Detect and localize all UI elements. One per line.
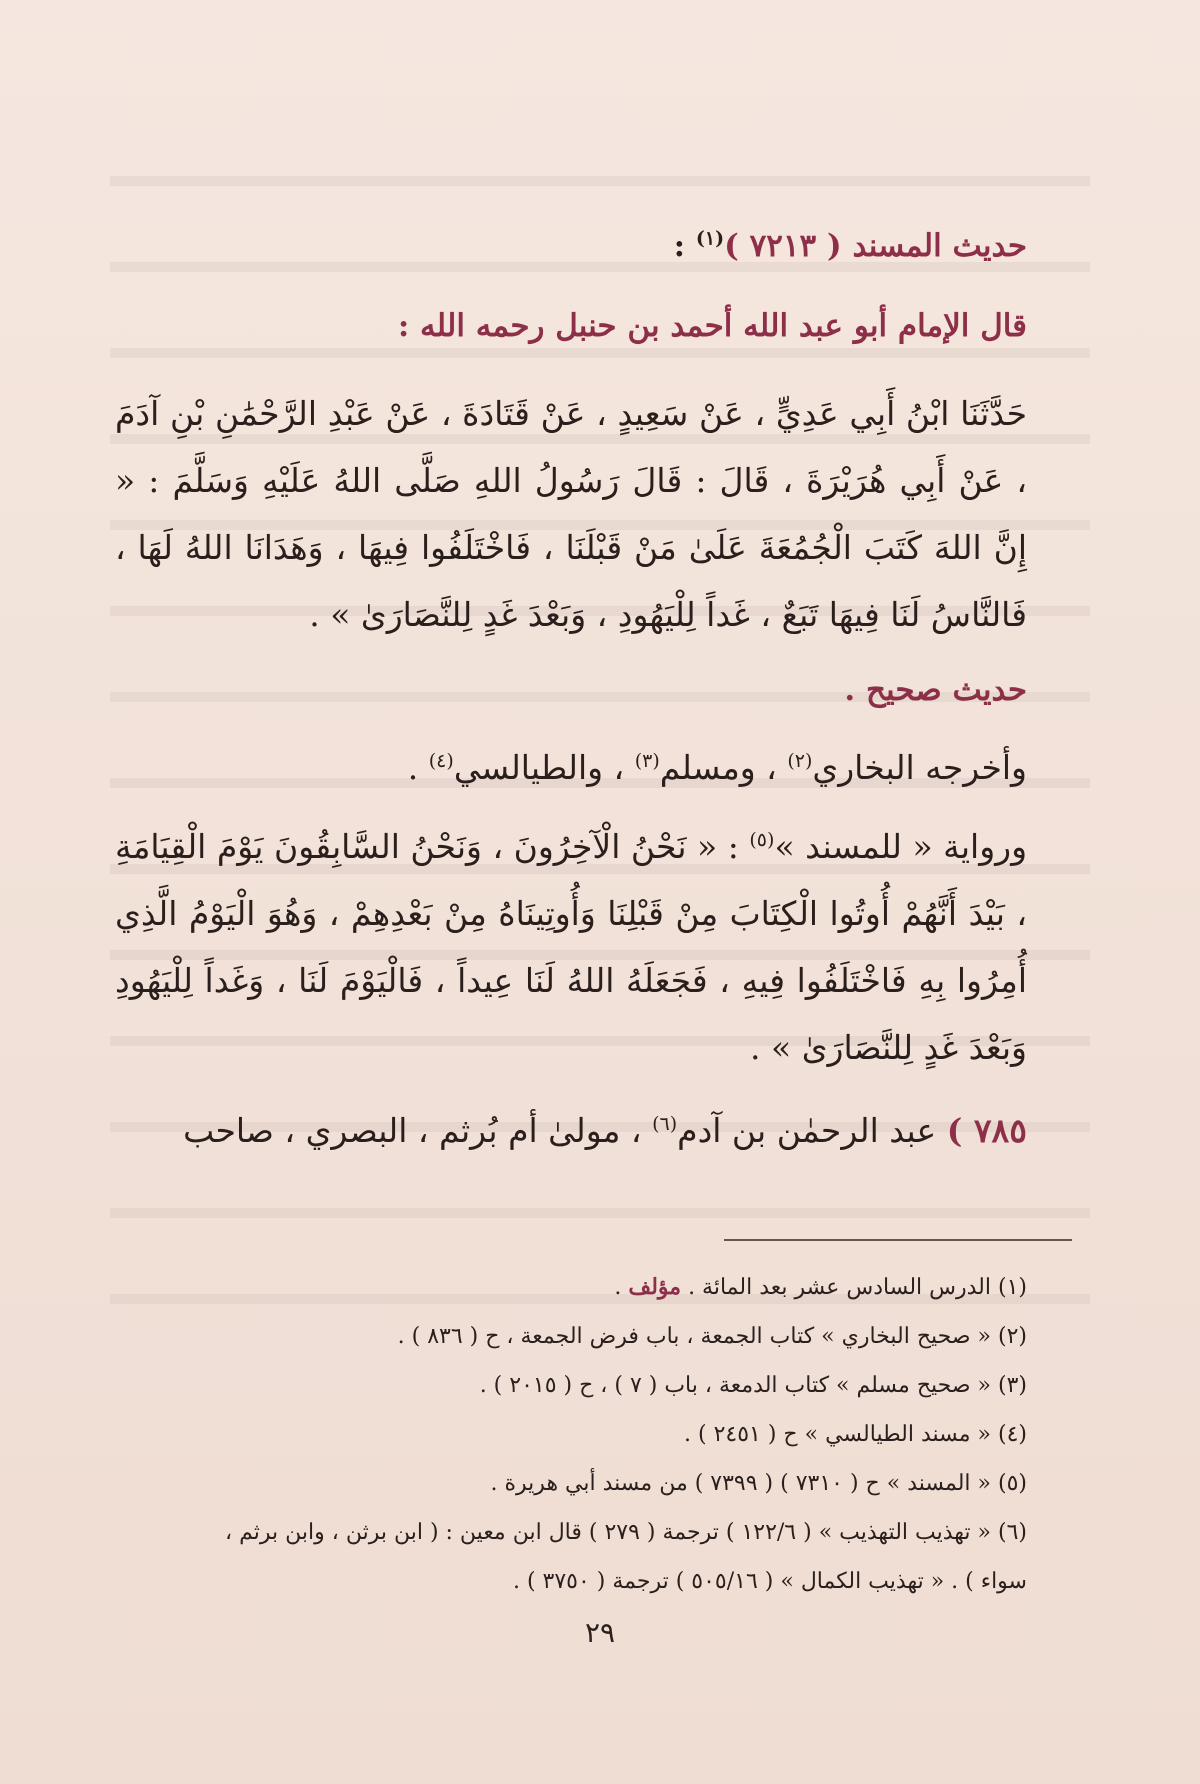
footnote-4: (٤) « مسند الطيالسي » ح ( ٢٤٥١ ) . — [684, 1422, 1027, 1447]
section-heading: حديث المسند ( ٧٢١٣ )$^{(١)}$ : — [673, 227, 1027, 264]
entry-number: ٧٨٥ ) — [946, 1111, 1027, 1150]
footnote-ref[interactable]: (٥) — [749, 829, 775, 851]
footnote-2: (٢) « صحيح البخاري » كتاب الجمعة ، باب فرض الجمعة ، ح ( ٨٣٦ ) . — [397, 1324, 1027, 1349]
hadith-text: حَدَّثَنَا ابْنُ أَبِي عَدِيٍّ ، عَنْ سَعِيدٍ ، عَنْ قَتَادَةَ ، عَنْ عَبْدِ الرَّحْمَٰنِ بْنِ آدَمَ ، عَنْ أَبِي هُرَيْرَةَ ، قَالَ : قَالَ رَسُولُ اللهِ صَلَّى اللهُ عَلَيْهِ وَسَلَّمَ : « إِنَّ اللهَ كَتَبَ الْجُمُعَةَ عَلَىٰ مَنْ قَبْلَنَا ، فَاخْتَلَفُوا فِيهَا ، وَهَدَانَا اللهُ لَهَا ، فَالنَّاسُ لَنَا فِيهَا تَبَعٌ ، غَداً لِلْيَهُودِ ، وَبَعْدَ غَدٍ لِلنَّصَارَىٰ » . — [115, 394, 1028, 634]
footnote-ref[interactable]: (٤) — [428, 750, 454, 772]
narrator-heading: قال الإمام أبو عبد الله أحمد بن حنبل رحمه الله : — [397, 308, 1027, 344]
footnote-divider — [724, 1239, 1072, 1241]
main-text — [115, 220, 1027, 1180]
biography-entry: ٧٨٥ ) عبد الرحمٰن بن آدم$^{(٦)}$ ، مولىٰ أم بُرثم ، البصري ، صاحب — [183, 1111, 1027, 1150]
takhrij-paragraph: وأخرجه البخاري$^{(٢)}$ ، ومسلم$^{(٣)}$ ، والطيالسي$^{(٤)}$ . — [407, 748, 1027, 787]
footnote-ref[interactable]: (٢) — [787, 750, 813, 772]
footnote-ref[interactable]: (٦) — [652, 1113, 678, 1135]
footnote-5: (٥) « المسند » ح ( ٧٣١٠ ) ( ٧٣٩٩ ) من مسند أبي هريرة . — [490, 1471, 1027, 1496]
grade-heading: حديث صحيح . — [844, 672, 1027, 708]
footnotes — [115, 1263, 1027, 1606]
footnote-3: (٣) « صحيح مسلم » كتاب الدمعة ، باب ( ٧ ) ، ح ( ٢٠١٥ ) . — [479, 1373, 1027, 1398]
footnote-6: (٦) « تهذيب التهذيب » ( ١٢٢/٦ ) ترجمة ( ٢٧٩ ) قال ابن معين : ( ابن برثن ، وابن برثم ، سواء ) . « تهذيب الكمال » ( ٥٠٥/١٦ ) ترجمة ( ٣٧٥٠ ) . — [225, 1520, 1027, 1594]
footnote-1: (١) الدرس السادس عشر بعد المائة . مؤلف . — [614, 1274, 1027, 1300]
riwaya-paragraph: ورواية « للمسند »$^{(٥)}$ : « نَحْنُ الْآخِرُونَ ، وَنَحْنُ السَّابِقُونَ يَوْمَ الْقِيَامَةِ ، بَيْدَ أَنَّهُمْ أُوتُوا الْكِتَابَ مِنْ قَبْلِنَا وَأُوتِينَاهُ مِنْ بَعْدِهِمْ ، وَهُوَ الْيَوْمُ الَّذِي أُمِرُوا بِهِ فَاخْتَلَفُوا فِيهِ ، فَجَعَلَهُ اللهُ لَنَا عِيداً ، فَالْيَوْمَ لَنَا ، وَغَداً لِلْيَهُودِ وَبَعْدَ غَدٍ لِلنَّصَارَىٰ » . — [115, 827, 1027, 1067]
footnote-ref[interactable]: (١) — [695, 227, 725, 250]
footnote-ref[interactable]: (٣) — [634, 750, 660, 772]
page-number: ٢٩ — [584, 1616, 616, 1649]
